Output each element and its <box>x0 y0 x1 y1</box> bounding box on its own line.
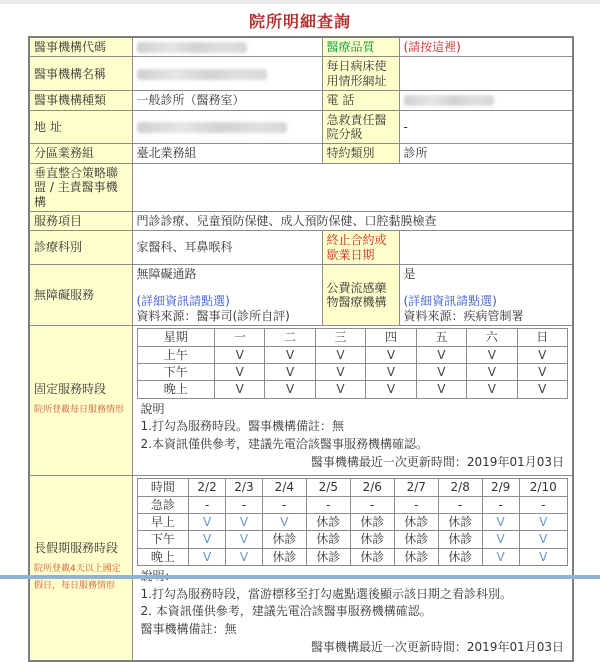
emergency-level-label: 急救責任醫院分級 <box>322 110 399 144</box>
schedule-row <box>137 496 568 513</box>
schedule-cell: - <box>306 496 350 513</box>
schedule-cell: 休診 <box>438 513 482 530</box>
schedule-check-cell: V <box>467 381 517 398</box>
schedule-row-label: 晚上 <box>137 381 214 398</box>
schedule-check-cell: V <box>366 364 416 381</box>
flu-program-value-cell <box>399 265 573 326</box>
fixed-schedule-notes <box>137 399 569 473</box>
division-label: 分區業務組 <box>29 144 132 163</box>
note-line: 2.本資訊僅供參考，建議先電洽該醫事服務機構確認。 <box>140 437 428 451</box>
services-label: 服務項目 <box>29 211 132 230</box>
schedule-cell: 休診 <box>438 531 482 548</box>
holiday-schedule-cell <box>132 476 573 661</box>
row-institution-code <box>29 37 573 57</box>
fixed-schedule-note: 院所登載每日服務情形 <box>34 405 125 416</box>
schedule-check-cell[interactable]: V <box>189 531 226 548</box>
schedule-check-cell: V <box>416 364 466 381</box>
schedule-row-label: 早上 <box>137 513 189 530</box>
schedule-cell: - <box>482 496 519 513</box>
row-fixed-schedule <box>29 326 573 476</box>
schedule-check-cell[interactable]: V <box>226 548 263 565</box>
schedule-header-cell: 六 <box>467 329 517 346</box>
schedule-header-cell: 2/2 <box>189 479 226 496</box>
schedule-cell: - <box>519 496 567 513</box>
holiday-schedule-updated: 醫事機構最近一次更新時間：2019年01月03日 <box>310 639 564 654</box>
schedule-cell: - <box>394 496 438 513</box>
schedule-check-cell: V <box>214 381 264 398</box>
schedule-check-cell[interactable]: V <box>519 548 567 565</box>
schedule-check-cell: V <box>416 346 466 363</box>
institution-code-value <box>132 37 322 57</box>
fixed-schedule-table <box>137 328 569 399</box>
schedule-header-cell: 三 <box>315 329 365 346</box>
schedule-check-cell: V <box>416 381 466 398</box>
schedule-header-cell: 2/4 <box>262 479 306 496</box>
phone-value <box>399 91 573 110</box>
row-departments <box>29 231 573 265</box>
schedule-cell: 休診 <box>438 548 482 565</box>
schedule-check-cell: V <box>517 346 567 363</box>
schedule-row <box>137 381 568 398</box>
institution-code-label: 醫事機構代碼 <box>29 37 132 57</box>
contract-type-value: 診所 <box>399 144 573 163</box>
schedule-check-cell: V <box>366 346 416 363</box>
schedule-cell: 休診 <box>394 531 438 548</box>
schedule-check-cell[interactable]: V <box>482 513 519 530</box>
schedule-check-cell: V <box>265 381 315 398</box>
schedule-row <box>137 531 568 548</box>
schedule-check-cell: V <box>315 364 365 381</box>
schedule-row-label: 晚上 <box>137 548 189 565</box>
holiday-schedule-label: 長假期服務時段 <box>34 540 119 555</box>
schedule-check-cell[interactable]: V <box>482 548 519 565</box>
accessibility-value: 無障礙通路 <box>136 267 197 282</box>
holiday-schedule-notes <box>137 566 569 658</box>
schedule-header-cell: 2/8 <box>438 479 482 496</box>
schedule-cell: 休診 <box>394 513 438 530</box>
institution-type-label: 醫事機構種類 <box>29 91 132 110</box>
holiday-schedule-table <box>137 478 569 566</box>
schedule-header-cell: 四 <box>366 329 416 346</box>
alliance-value <box>132 163 573 211</box>
schedule-cell: 休診 <box>350 548 394 565</box>
schedule-header-cell: 2/5 <box>306 479 350 496</box>
termination-date-label: 終止合約或歇業日期 <box>322 231 399 265</box>
schedule-row <box>137 513 568 530</box>
schedule-cell: - <box>438 496 482 513</box>
schedule-cell: 休診 <box>350 531 394 548</box>
row-services <box>29 211 573 230</box>
schedule-row-label: 下午 <box>137 364 214 381</box>
institution-name-value <box>132 57 322 91</box>
schedule-check-cell: V <box>467 346 517 363</box>
schedule-cell: - <box>262 496 306 513</box>
row-alliance <box>29 163 573 211</box>
accessibility-detail-link[interactable]: (詳細資訊請點選) <box>136 294 230 309</box>
schedule-header-cell: 2/7 <box>394 479 438 496</box>
note-line: 2. 本資訊僅供參考，建議先電洽該醫事服務機構確認。 <box>140 604 432 619</box>
row-institution-name <box>29 57 573 91</box>
accessibility-value-cell <box>132 265 322 326</box>
schedule-header-cell: 2/6 <box>350 479 394 496</box>
spacer <box>137 281 318 294</box>
schedule-cell: 休診 <box>262 531 306 548</box>
schedule-cell: 休診 <box>350 513 394 530</box>
bed-usage-url-label: 每日病床使用情形網址 <box>322 57 399 91</box>
address-label: 地 址 <box>29 110 132 144</box>
schedule-header-row <box>137 329 568 346</box>
schedule-check-cell: V <box>366 381 416 398</box>
institution-detail-table <box>28 36 574 662</box>
schedule-cell: 休診 <box>306 531 350 548</box>
schedule-header-cell: 2/10 <box>519 479 567 496</box>
schedule-check-cell[interactable]: V <box>189 513 226 530</box>
schedule-cell: - <box>226 496 263 513</box>
schedule-row-label: 急診 <box>137 496 189 513</box>
accessibility-label: 無障礙服務 <box>29 265 132 326</box>
emergency-level-value: - <box>399 110 573 144</box>
redacted-value <box>137 69 267 80</box>
departments-value: 家醫科、耳鼻喉科 <box>132 231 322 265</box>
schedule-header-cell: 星期 <box>137 329 214 346</box>
schedule-cell: 休診 <box>394 548 438 565</box>
row-holiday-schedule <box>29 476 573 661</box>
row-institution-type <box>29 91 573 110</box>
services-value: 門診診療、兒童預防保健、成人預防保健、口腔黏膜檢查 <box>132 211 573 230</box>
contract-type-label: 特約類別 <box>322 144 399 163</box>
schedule-check-cell: V <box>517 381 567 398</box>
division-value: 臺北業務組 <box>132 144 322 163</box>
schedule-header-cell: 時間 <box>137 479 189 496</box>
fixed-schedule-cell <box>132 326 573 476</box>
schedule-header-cell: 二 <box>265 329 315 346</box>
schedule-cell: - <box>350 496 394 513</box>
window-top-edge <box>0 0 600 4</box>
termination-date-value <box>399 231 573 265</box>
fixed-schedule-label-cell <box>29 326 132 476</box>
schedule-header-cell: 2/3 <box>226 479 263 496</box>
schedule-check-cell: V <box>517 364 567 381</box>
schedule-check-cell[interactable]: V <box>226 513 263 530</box>
fixed-schedule-updated: 醫事機構最近一次更新時間：2019年01月03日 <box>310 454 564 469</box>
schedule-check-cell: V <box>265 364 315 381</box>
schedule-cell: - <box>189 496 226 513</box>
note-line: 1.打勾為服務時段。醫事機構備註：無 <box>140 419 344 434</box>
medical-quality-link[interactable]: (請按這裡) <box>403 40 461 54</box>
flu-detail-link[interactable]: (詳細資訊請點選) <box>403 294 497 309</box>
schedule-check-cell[interactable]: V <box>226 531 263 548</box>
bottom-scrollbar[interactable] <box>0 575 600 579</box>
page-title: 院所明細查詢 <box>248 12 351 31</box>
schedule-header-cell: 2/9 <box>482 479 519 496</box>
redacted-value <box>404 95 494 106</box>
accessibility-source: 資料來源：醫事司(診所自評) <box>136 308 290 323</box>
schedule-row-label: 下午 <box>137 531 189 548</box>
medical-quality-cell <box>399 37 573 57</box>
schedule-check-cell: V <box>467 364 517 381</box>
row-accessibility <box>29 265 573 326</box>
schedule-check-cell[interactable]: V <box>262 513 306 530</box>
address-value <box>132 110 322 144</box>
flu-source: 資料來源：疾病管制署 <box>403 308 524 323</box>
note-line: 1.打勾為服務時段，當游標移至打勾處點選後顯示該日期之看診科別。 <box>140 586 512 601</box>
schedule-check-cell: V <box>315 346 365 363</box>
schedule-row <box>137 346 568 363</box>
schedule-cell: 休診 <box>306 548 350 565</box>
row-division <box>29 144 573 163</box>
departments-label: 診療科別 <box>29 231 132 265</box>
schedule-check-cell[interactable]: V <box>482 531 519 548</box>
bed-usage-url-value <box>399 57 573 91</box>
schedule-header-cell: 日 <box>517 329 567 346</box>
redacted-value <box>137 122 287 133</box>
schedule-cell: 休診 <box>262 548 306 565</box>
schedule-row-label: 上午 <box>137 346 214 363</box>
schedule-check-cell[interactable]: V <box>519 531 567 548</box>
flu-program-value: 是 <box>403 267 416 282</box>
notes-title: 說明 <box>140 401 165 416</box>
schedule-header-cell: 五 <box>416 329 466 346</box>
flu-program-label: 公費流感藥物醫療機構 <box>322 265 399 326</box>
fixed-schedule-label: 固定服務時段 <box>34 381 107 396</box>
schedule-row <box>137 548 568 565</box>
medical-quality-label: 醫療品質 <box>322 37 399 57</box>
holiday-schedule-note: 院所登載4天以上國定假日，每日服務情形 <box>34 564 121 592</box>
phone-label: 電 話 <box>322 91 399 110</box>
schedule-check-cell[interactable]: V <box>519 513 567 530</box>
schedule-cell: 休診 <box>306 513 350 530</box>
schedule-check-cell: V <box>214 346 264 363</box>
schedule-check-cell: V <box>214 364 264 381</box>
schedule-row <box>137 364 568 381</box>
institution-name-label: 醫事機構名稱 <box>29 57 132 91</box>
schedule-check-cell: V <box>265 346 315 363</box>
row-address <box>29 110 573 144</box>
schedule-check-cell: V <box>315 381 365 398</box>
redacted-value <box>137 42 247 53</box>
holiday-schedule-label-cell <box>29 476 132 661</box>
institution-type-value: 一般診所（醫務室） <box>132 91 322 110</box>
alliance-label: 垂直整合策略聯盟 / 主責醫事機構 <box>29 163 132 211</box>
schedule-check-cell[interactable]: V <box>189 548 226 565</box>
spacer <box>404 281 569 294</box>
schedule-header-cell: 一 <box>214 329 264 346</box>
note-line: 醫事機構備註：無 <box>140 621 237 636</box>
schedule-header-row <box>137 479 568 496</box>
